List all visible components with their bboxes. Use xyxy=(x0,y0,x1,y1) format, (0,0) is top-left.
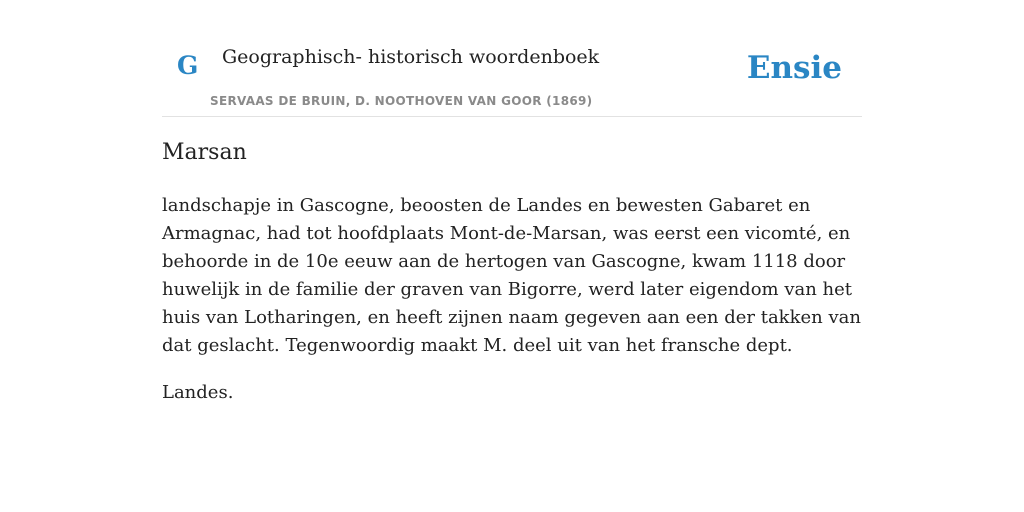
book-logo-icon[interactable]: G xyxy=(177,51,199,80)
entry-title: Marsan xyxy=(162,140,247,165)
entry-cross-reference[interactable]: Landes. xyxy=(162,382,234,403)
entry-body: landschapje in Gascogne, beoosten de Landes en bewesten Gabaret en Armagnac, had tot hoofdplaats Mont-de-Marsan, was eerst een vicomté, en behoorde in de 10e eeuw aan de hertogen van Gascogne, kwam 1118 door huwelijk in de familie der graven van Bigorre, werd later eigendom van het huis van Lotharingen, en heeft zijnen naam gegeven aan een der takken van dat geslacht. Tegenwoordig maakt M. deel uit van het fransche dept. xyxy=(162,195,861,356)
book-header xyxy=(162,36,862,117)
book-title[interactable]: Geographisch- historisch woordenboek xyxy=(222,46,600,68)
ensie-logo-link[interactable]: Ensie xyxy=(746,50,842,86)
book-authors: SERVAAS DE BRUIN, D. NOOTHOVEN VAN GOOR (1869) xyxy=(210,94,593,108)
